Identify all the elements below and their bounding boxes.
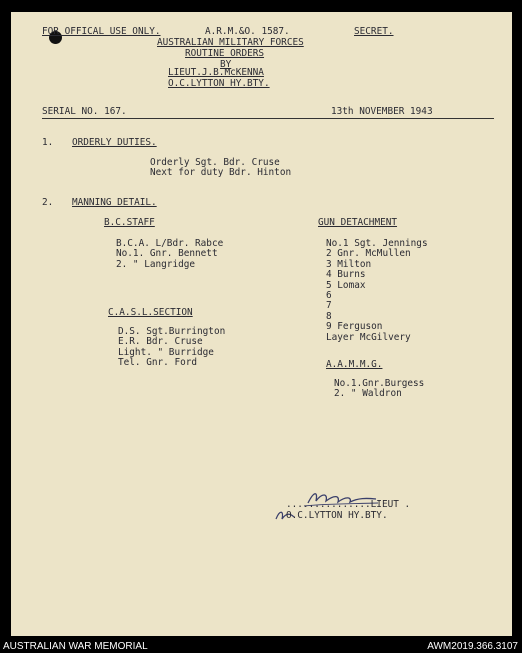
section-1-title: ORDERLY DUTIES. <box>72 137 157 148</box>
casl-row: E.R. Bdr. Cruse <box>118 336 203 348</box>
reference-number: A.R.M.&O. 1587. <box>205 26 290 37</box>
bc-staff-heading: B.C.STAFF <box>104 217 155 228</box>
unit-name: O.C.LYTTON HY.BTY. <box>168 78 270 89</box>
order-date: 13th NOVEMBER 1943 <box>331 106 433 117</box>
gun-row: No.1 Sgt. Jennings <box>326 238 428 249</box>
document-title: ROUTINE ORDERS <box>185 48 265 59</box>
gun-row: 7 <box>326 300 332 312</box>
divider-line <box>42 118 494 119</box>
gun-row: 3 Milton <box>326 258 372 270</box>
footer-accession-number: AWM2019.366.3107 <box>427 641 518 652</box>
serial-number: SERIAL NO. 167. <box>42 106 127 117</box>
bc-staff-row: 2. " Langridge <box>116 258 196 270</box>
aammg-heading: A.A.M.M.G. <box>326 359 383 370</box>
gun-detachment-heading: GUN DETACHMENT <box>318 217 398 228</box>
gun-row: 2 Gnr. McMullen <box>326 248 411 260</box>
section-2-title: MANNING DETAIL. <box>72 197 157 208</box>
secret-label: SECRET. <box>354 26 394 37</box>
section-2-number: 2. <box>42 197 54 208</box>
gun-row: 9 Ferguson <box>326 321 383 333</box>
by-label: BY <box>220 59 232 70</box>
casl-section-list <box>118 327 225 368</box>
footer-institution: AUSTRALIAN WAR MEMORIAL <box>3 641 148 652</box>
casl-row: Light. " Burridge <box>118 346 214 358</box>
duty-line: Orderly Sgt. Bdr. Cruse <box>150 157 280 168</box>
aammg-row: 2. " Waldron <box>334 388 402 400</box>
bc-staff-list <box>116 239 223 269</box>
gun-row: Layer McGilvery <box>326 331 411 343</box>
aammg-list <box>334 379 424 399</box>
duty-line: Next for duty Bdr. Hinton <box>150 167 292 178</box>
section-1-number: 1. <box>42 137 54 148</box>
gun-row: 5 Lomax <box>326 279 366 291</box>
casl-row: Tel. Gnr. Ford <box>118 357 198 369</box>
bc-staff-row: No.1. Gnr. Bennett <box>116 248 218 260</box>
casl-section-heading: C.A.S.L.SECTION <box>108 307 193 318</box>
bc-staff-row: B.C.A. L/Bdr. Rabce <box>116 238 224 249</box>
gun-detachment-list <box>326 239 428 342</box>
organisation-heading: AUSTRALIAN MILITARY FORCES <box>157 37 304 48</box>
casl-row: D.S. Sgt.Burrington <box>118 326 226 337</box>
gun-row: 4 Burns <box>326 269 366 281</box>
gun-row: 6 <box>326 290 332 302</box>
gun-row: 8 <box>326 310 332 322</box>
signature-line: ...............LIEUT . <box>286 499 411 510</box>
signature-unit: O.C.LYTTON HY.BTY. <box>286 510 388 521</box>
official-use-label: FOR OFFICAL USE ONLY. <box>42 26 161 37</box>
officer-name: LIEUT.J.B.McKENNA <box>168 67 264 78</box>
aammg-row: No.1.Gnr.Burgess <box>334 378 425 389</box>
